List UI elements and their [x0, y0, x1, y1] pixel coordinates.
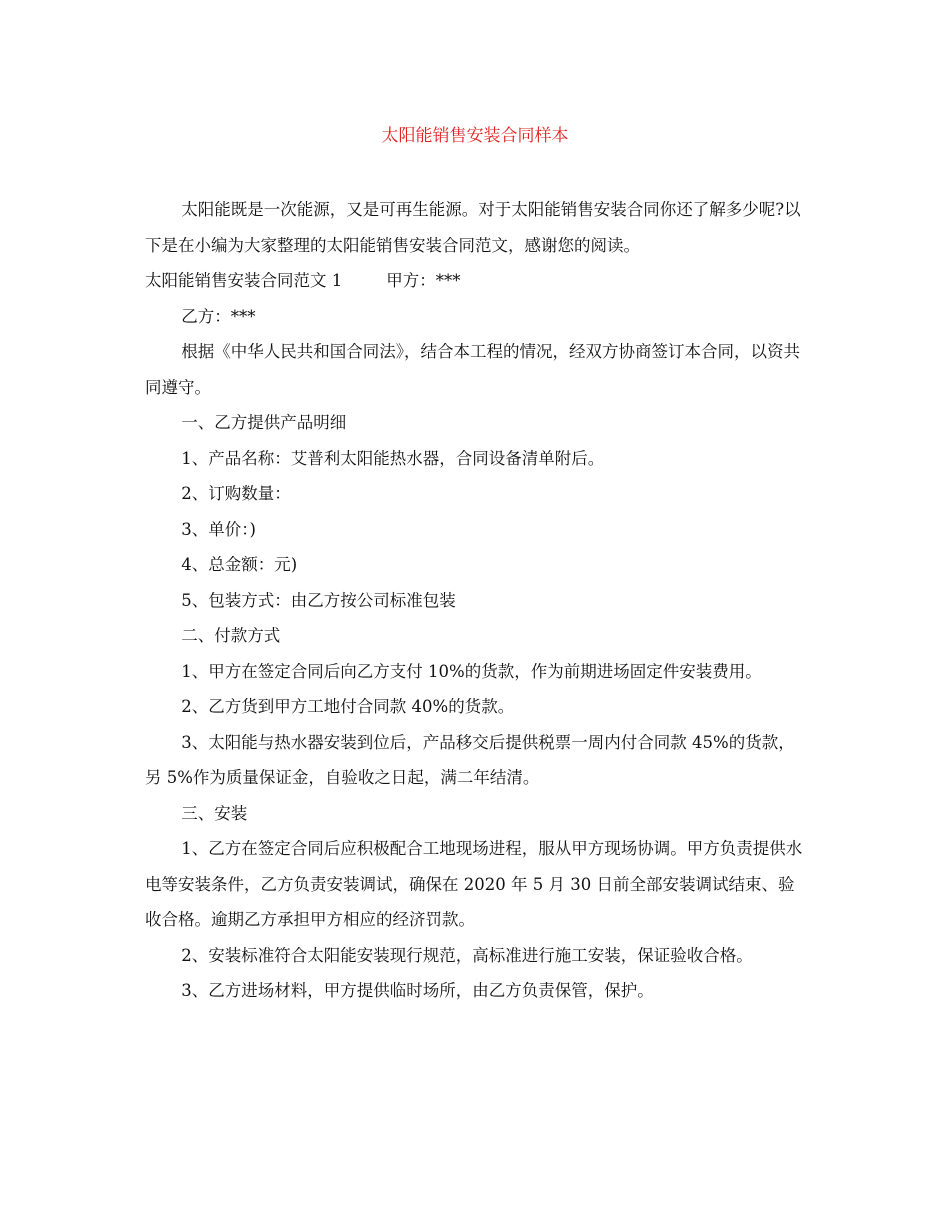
paragraph-item: 3、单价：) — [181, 519, 256, 539]
party-a-text: 甲方：*** — [386, 271, 461, 290]
paragraph-item: 5、包装方式：由乙方按公司标准包装 — [181, 590, 456, 610]
document-body — [145, 192, 805, 1009]
section-heading-products: 一、乙方提供产品明细 — [181, 413, 347, 432]
paragraph-item: 1、产品名称：艾普利太阳能热水器，合同设备清单附后。 — [181, 448, 605, 468]
paragraph-party-b: 乙方：*** — [181, 306, 256, 326]
paragraph-intro: 太阳能既是一次能源，又是可再生能源。对于太阳能销售安装合同你还了解多少呢?以下是在小编为大家整理的太阳能销售安装合同范文，感谢您的阅读。 — [145, 200, 801, 255]
paragraph-item: 3、乙方进场材料，甲方提供临时场所，由乙方负责保管，保护。 — [181, 981, 654, 1000]
section-heading-installation: 三、安装 — [181, 803, 248, 823]
paragraph-item: 2、安装标准符合太阳能安装现行规范，高标准进行施工安装，保证验收合格。 — [181, 945, 753, 965]
document-title: 太阳能销售安装合同样本 — [381, 126, 569, 146]
paragraph-item: 3、太阳能与热水器安装到位后，产品移交后提供税票一周内付合同款 45%的货款，另 5%作为质量保证金，自验收之日起，满二年结清。 — [145, 732, 795, 787]
paragraph-item: 1、甲方在签定合同后向乙方支付 10%的货款，作为前期进场固定件安装费用。 — [181, 661, 762, 681]
section-heading-payment: 二、付款方式 — [181, 626, 281, 645]
paragraph-item: 2、乙方货到甲方工地付合同款 40%的货款。 — [181, 697, 515, 716]
paragraph-item: 4、总金额：元) — [181, 555, 298, 574]
paragraph-basis: 根据《中华人民共和国合同法》，结合本工程的情况，经双方协商签订本合同，以资共同遵守。 — [145, 342, 801, 397]
paragraph-sample-heading — [145, 263, 805, 299]
paragraph-item: 1、乙方在签定合同后应积极配合工地现场进程，服从甲方现场协调。甲方负责提供水电等安装条件，乙方负责安装调试，确保在 2020 年 5 月 30 日前全部安装调试结束、验收合格。逾期乙方承担甲方相应的经济罚款。 — [145, 839, 803, 929]
paragraph-item: 2、订购数量： — [181, 484, 291, 503]
sample-heading-text: 太阳能销售安装合同范文 1 — [145, 271, 343, 290]
